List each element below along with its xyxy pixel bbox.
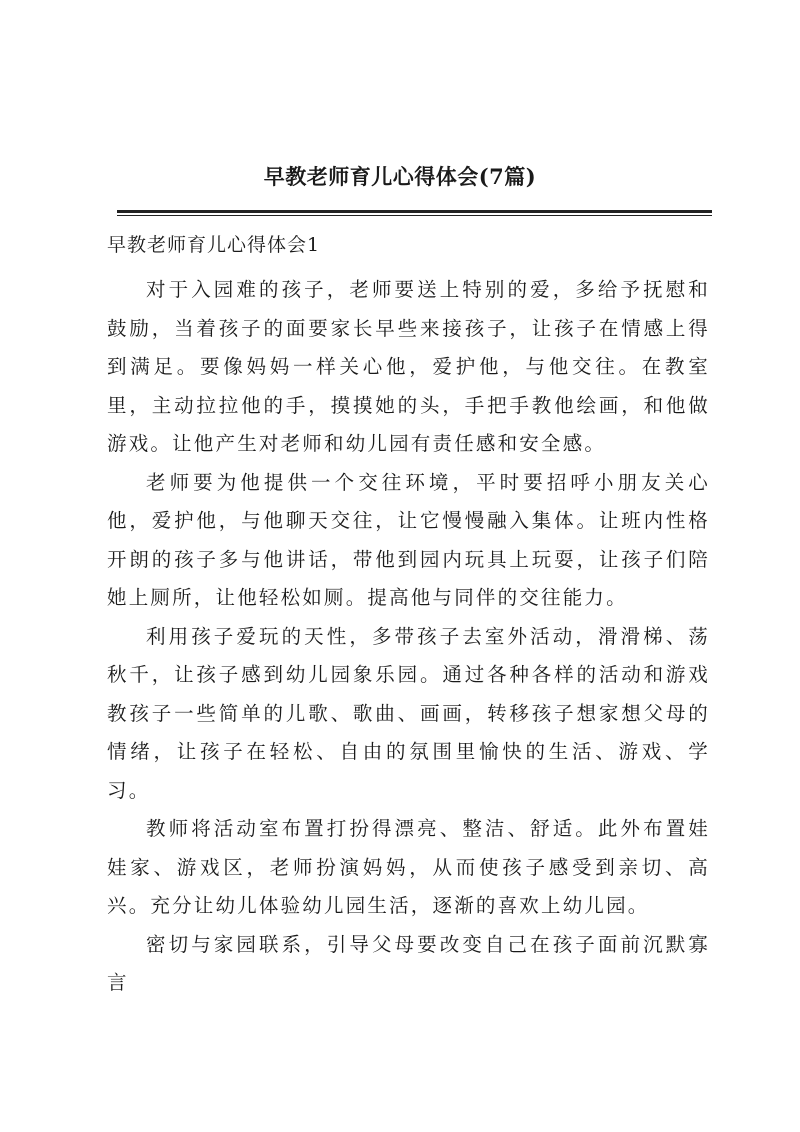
document-title: 早教老师育儿心得体会(7篇)	[263, 164, 537, 189]
paragraph: 利用孩子爱玩的天性，多带孩子去室外活动，滑滑梯、荡秋千，让孩子感到幼儿园象乐园。通过各种各样的活动和游戏教孩子一些简单的儿歌、歌曲、画画，转移孩子想家想父母的情绪，让孩子在轻松、自由的氛围里愉快的生活、游戏、学习。	[107, 624, 710, 802]
paragraph: 老师要为他提供一个交往环境，平时要招呼小朋友关心他，爱护他，与他聊天交往，让它慢慢融入集体。让班内性格开朗的孩子多与他讲话，带他到园内玩具上玩耍，让孩子们陪她上厕所，让他轻松如厕。提高他与同伴的交往能力。	[107, 470, 710, 609]
section-heading: 早教老师育儿心得体会1	[107, 234, 321, 256]
title-rule-thick	[117, 210, 712, 213]
paragraph: 对于入园难的孩子，老师要送上特别的爱，多给予抚慰和鼓励，当着孩子的面要家长早些来接孩子，让孩子在情感上得到满足。要像妈妈一样关心他，爱护他，与他交往。在教室里，主动拉拉他的手，摸摸她的头，手把手教他绘画，和他做游戏。让他产生对老师和幼儿园有责任感和安全感。	[107, 278, 710, 455]
document-body	[107, 271, 710, 1003]
paragraph: 密切与家园联系，引导父母要改变自己在孩子面前沉默寡言	[107, 932, 710, 994]
paragraph: 教师将活动室布置打扮得漂亮、整洁、舒适。此外布置娃娃家、游戏区，老师扮演妈妈，从而使孩子感受到亲切、高兴。充分让幼儿体验幼儿园生活，逐渐的喜欢上幼儿园。	[107, 817, 710, 917]
title-rule-thin	[117, 215, 712, 216]
